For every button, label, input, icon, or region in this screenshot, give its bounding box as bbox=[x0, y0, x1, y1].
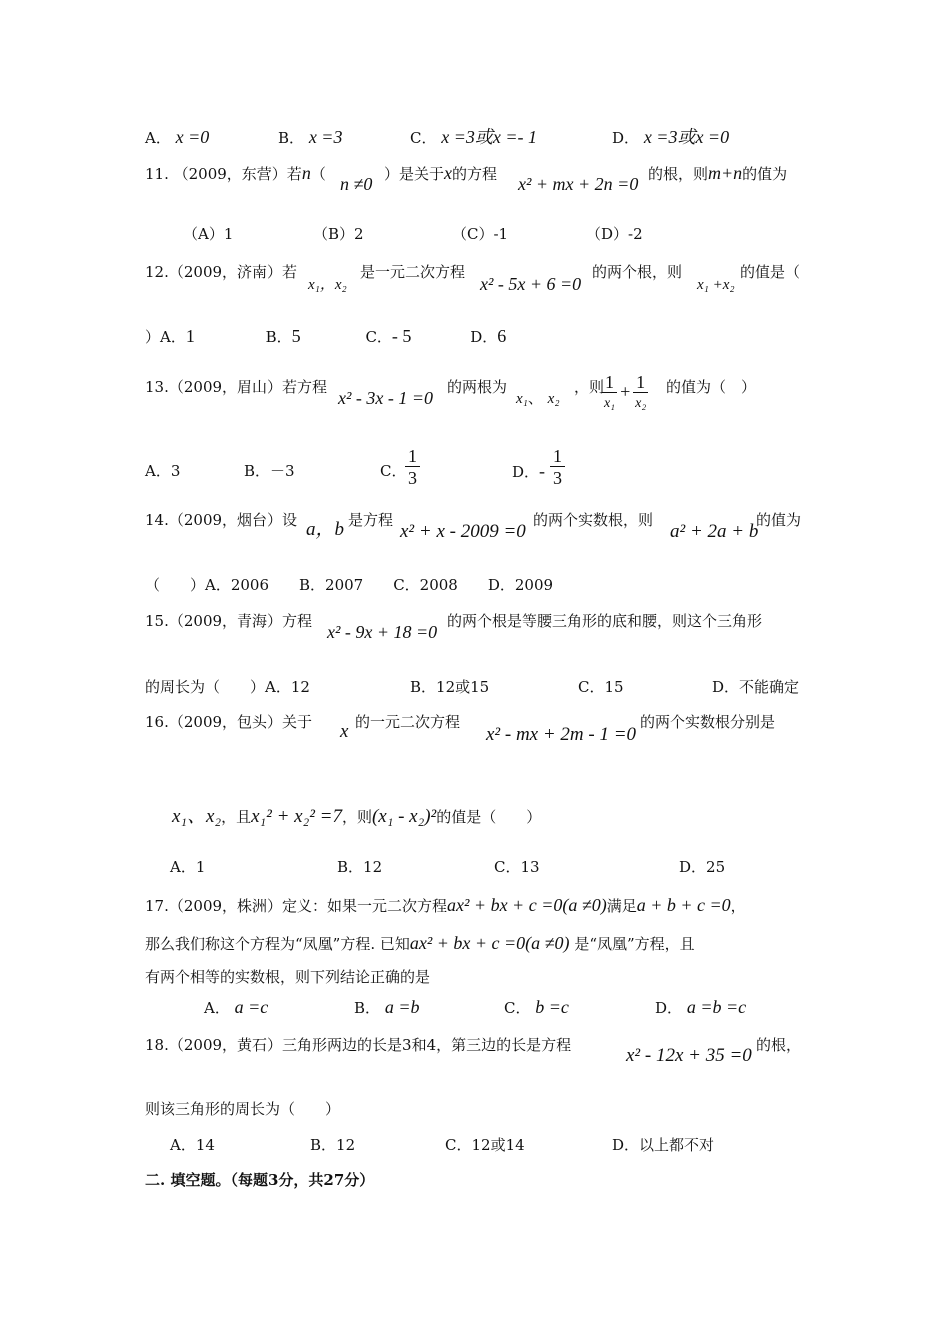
q11-stem: 11. （2009，东营）若n（ bbox=[145, 163, 326, 183]
q10-option-d: D． x =3或x =0 bbox=[612, 127, 730, 147]
q17-option-d: D． a =b =c bbox=[655, 997, 747, 1017]
q18-option-c: C．12或14 bbox=[445, 1136, 525, 1154]
q13-option-d-frac: $\frac{1}{3}$ bbox=[548, 446, 567, 489]
q10-option-b: B． x =3 bbox=[278, 127, 343, 147]
section-heading-fill-in: 二. 填空题。（每题3分，共27分） bbox=[145, 1171, 375, 1189]
q18-option-d: D．以上都不对 bbox=[612, 1136, 715, 1154]
q18-stem-2: 的根， bbox=[756, 1036, 802, 1054]
q11-condition: n ≠0 bbox=[340, 174, 373, 194]
q12-stem: 12.（2009，济南）若 bbox=[145, 263, 298, 281]
q13-option-c-frac: $\frac{1}{3}$ bbox=[403, 446, 422, 489]
q16-stem-2: 的一元二次方程 bbox=[355, 713, 461, 731]
q11-option-d: （D）-2 bbox=[586, 225, 643, 243]
q13-stem-4: 的值为（ ） bbox=[666, 378, 757, 396]
q12-equation: x² - 5x + 6 =0 bbox=[480, 274, 582, 294]
q14-stem-2: 是方程 bbox=[348, 511, 394, 529]
q10-option-c: C． x =3或x =- 1 bbox=[410, 127, 538, 147]
q13-option-c: C． bbox=[380, 462, 407, 480]
q15-stem: 15.（2009，青海）方程 bbox=[145, 612, 313, 630]
q12-options: ）A．1 B．5 C．- 5 D．6 bbox=[145, 326, 507, 346]
q17-option-a: A． a =c bbox=[204, 997, 269, 1017]
q16-option-a: A．1 bbox=[170, 858, 206, 876]
q13-option-d: D．- bbox=[512, 461, 546, 481]
q12-stem-2: 是一元二次方程 bbox=[360, 263, 466, 281]
q18-stem: 18.（2009，黄石）三角形两边的长是3和4，第三边的长是方程 bbox=[145, 1036, 572, 1054]
q12-stem-3: 的两个根，则 bbox=[592, 263, 683, 281]
q17-line1: 17.（2009，株洲）定义：如果一元二次方程ax² + bx + c =0(a ≠0)满足a + b + c =0， bbox=[145, 895, 746, 915]
q13-roots: x₁、 x₂ bbox=[516, 389, 560, 407]
q15-stem-2: 的两个根是等腰三角形的底和腰，则这个三角形 bbox=[447, 612, 763, 630]
q15-option-b: B．12或15 bbox=[410, 678, 490, 696]
q16-equation: x² - mx + 2m - 1 =0 bbox=[486, 724, 637, 745]
q11-option-b: （B）2 bbox=[313, 225, 364, 243]
q18-option-a: A．14 bbox=[170, 1136, 215, 1154]
q11-equation: x² + mx + 2n =0 bbox=[518, 174, 639, 194]
q18-stem-3: 则该三角形的周长为（ ） bbox=[145, 1100, 341, 1118]
q14-expression: a² + 2a + b bbox=[670, 521, 759, 542]
q12-sum: x₁ +x₂ bbox=[697, 277, 735, 293]
q16-x: x bbox=[340, 721, 349, 742]
q13-equation: x² - 3x - 1 =0 bbox=[338, 388, 434, 408]
q12-stem-4: 的值是（ bbox=[740, 263, 801, 281]
q15-option-c: C．15 bbox=[578, 678, 624, 696]
q16-option-d: D．25 bbox=[679, 858, 726, 876]
q17-line2: 那么我们称这个方程为“凤凰”方程. 已知ax² + bx + c =0(a ≠0) 是“凤凰”方程，且 bbox=[145, 933, 695, 953]
q16-option-b: B．12 bbox=[337, 858, 383, 876]
q14-stem: 14.（2009，烟台）设 bbox=[145, 511, 298, 529]
q10-option-a: A． x =0 bbox=[145, 127, 210, 147]
q14-equation: x² + x - 2009 =0 bbox=[400, 521, 526, 542]
q13-option-b: B．－3 bbox=[244, 462, 295, 480]
q13-stem-3: ，则 bbox=[574, 378, 605, 396]
q14-stem-4: 的值为 bbox=[756, 511, 802, 529]
q14-options: （ ）A．2006 B．2007 C．2008 D．2009 bbox=[145, 576, 554, 594]
q13-option-a: A．3 bbox=[145, 462, 181, 480]
q14-stem-3: 的两个实数根，则 bbox=[533, 511, 654, 529]
q13-expression: $\frac{1}{\text{x₁}}$ + $\frac{1}{\text{x₂}}$ bbox=[603, 372, 647, 411]
q15-stem-3: 的周长为（ ）A．12 bbox=[145, 678, 310, 696]
q17-option-c: C． b =c bbox=[504, 997, 569, 1017]
q18-option-b: B．12 bbox=[310, 1136, 356, 1154]
q15-equation: x² - 9x + 18 =0 bbox=[327, 622, 438, 642]
q13-stem: 13.（2009，眉山）若方程 bbox=[145, 378, 328, 396]
q16-option-c: C．13 bbox=[494, 858, 540, 876]
q13-stem-2: 的两根为 bbox=[447, 378, 508, 396]
q15-option-d: D．不能确定 bbox=[712, 678, 800, 696]
q11-option-c: （C）-1 bbox=[452, 225, 509, 243]
q17-option-b: B． a =b bbox=[354, 997, 420, 1017]
q14-vars: a，b bbox=[306, 519, 345, 540]
q11-stem-2: ）是关于x的方程 bbox=[384, 163, 498, 183]
q17-line3: 有两个相等的实数根，则下列结论正确的是 bbox=[145, 968, 431, 986]
q18-equation: x² - 12x + 35 =0 bbox=[626, 1045, 752, 1066]
q12-vars: x₁，x₂ bbox=[308, 277, 347, 293]
q16-stem: 16.（2009，包头）关于 bbox=[145, 713, 313, 731]
q16-stem-3: 的两个实数根分别是 bbox=[640, 713, 776, 731]
q16-line2: x₁、x₂，且x₁² + x₂² =7，则(x₁ - x₂)²的值是（ ） bbox=[172, 806, 542, 827]
q11-stem-3: 的根，则m+n的值为 bbox=[648, 163, 788, 183]
q11-option-a: （A）1 bbox=[183, 225, 234, 243]
